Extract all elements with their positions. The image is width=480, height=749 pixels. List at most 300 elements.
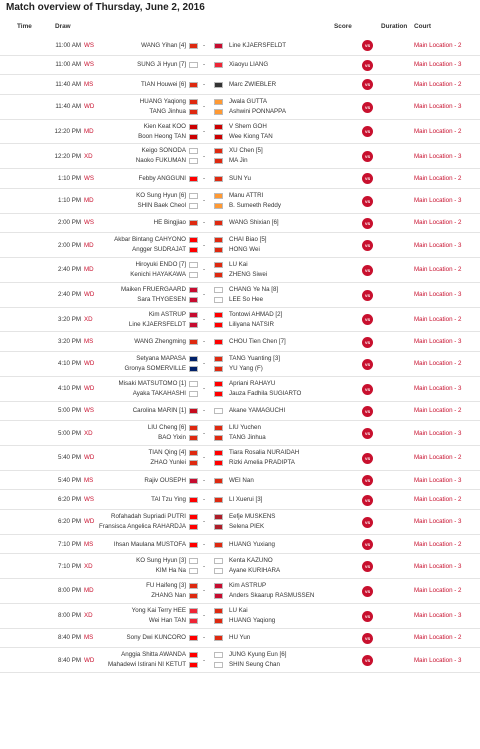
player-right-link[interactable]: CHANG Ye Na [8] [229,285,279,293]
player-left-link[interactable]: FU Haifeng [3] [146,582,186,590]
court-link[interactable]: Main Location - 3 [414,612,462,620]
player-right-link[interactable]: Akane YAMAGUCHI [229,407,286,415]
versus-dash: - [203,562,206,570]
player-left-link[interactable]: Maiken FRUERGAARD [121,285,186,293]
versus-dash: - [203,656,206,664]
player-left-link[interactable]: WANG Yihan [4] [141,41,186,49]
versus-dash: - [203,360,206,368]
court-link[interactable]: Main Location - 3 [414,562,462,570]
match-time: 5:40 PM [57,454,81,462]
court-link[interactable]: Main Location - 3 [414,61,462,69]
flag-icon [214,524,223,530]
player-left-link[interactable]: Boon Heong TAN [138,132,186,140]
player-right-link[interactable]: Kenta KAZUNO [229,557,273,565]
player-right-link[interactable]: CHAI Biao [5] [229,236,267,244]
player-left-link[interactable]: HUANG Yaqiong [139,97,186,105]
flag-icon [189,391,198,397]
court-link[interactable]: Main Location - 3 [414,656,462,664]
player-right-link[interactable]: HUANG Yaqiong [229,616,276,624]
flag-icon [214,176,223,182]
match-row[interactable] [0,554,480,579]
flag-icon [189,237,198,243]
vs-button[interactable]: VS [362,173,373,184]
flag-icon [214,62,223,68]
player-right-link[interactable]: WANG Shixian [6] [229,219,279,227]
flag-icon [189,99,198,105]
vs-button[interactable]: VS [362,126,373,137]
court-link[interactable]: Main Location - 3 [414,241,462,249]
player-left-link[interactable]: KO Sung Hyun [3] [136,557,186,565]
flag-icon [189,62,198,68]
flag-icon [189,247,198,253]
match-row[interactable] [0,579,480,604]
match-time: 11:00 AM [55,41,81,49]
match-row[interactable] [0,169,480,189]
player-left-link[interactable]: WANG Zhengming [134,338,186,346]
versus-dash: - [203,103,206,111]
vs-button[interactable]: VS [362,337,373,348]
player-left-link[interactable]: SUNG Ji Hyun [7] [137,61,186,69]
player-left-link[interactable]: Anggia Shitta AWANDA [121,651,186,659]
versus-dash: - [203,496,206,504]
player-right-link[interactable]: SHIN Seung Chan [229,661,280,669]
match-row[interactable] [0,308,480,333]
player-right-link[interactable]: XU Chen [5] [229,147,263,155]
player-right-link[interactable]: WEI Nan [229,476,254,484]
vs-button[interactable]: VS [362,586,373,597]
match-draw-link[interactable]: MD [84,266,94,274]
vs-button[interactable]: VS [362,196,373,207]
versus-dash: - [203,587,206,595]
player-left-link[interactable]: Rofahadah Supriadi PUTRI [111,512,186,520]
court-link[interactable]: Main Location - 3 [414,291,462,299]
player-right-link[interactable]: HU Yun [229,634,251,642]
court-link[interactable]: Main Location - 2 [414,315,462,323]
flag-icon [189,158,198,164]
vs-button[interactable]: VS [362,79,373,90]
player-right-link[interactable]: Apriani RAHAYU [229,379,276,387]
versus-dash: - [203,540,206,548]
match-draw-link[interactable]: WS [84,61,94,69]
flag-icon [189,652,198,658]
court-link[interactable]: Main Location - 2 [414,266,462,274]
player-left-link[interactable]: Rajiv OUSEPH [144,476,186,484]
flag-icon [189,322,198,328]
match-draw-link[interactable]: XD [84,429,93,437]
match-time: 11:00 AM [55,61,81,69]
versus-dash: - [203,634,206,642]
player-right-link[interactable]: LU Kai [229,260,248,268]
flag-icon [189,593,198,599]
court-link[interactable]: Main Location - 2 [414,219,462,227]
player-right-link[interactable]: Marc ZWIEBLER [229,80,277,88]
court-link[interactable]: Main Location - 2 [414,80,462,88]
court-link[interactable]: Main Location - 3 [414,338,462,346]
match-row[interactable] [0,189,480,214]
flag-icon [189,497,198,503]
vs-button[interactable]: VS [362,102,373,113]
player-left-link[interactable]: Kenichi HAYAKAWA [130,270,186,278]
flag-icon [214,272,223,278]
match-draw-link[interactable]: WS [84,496,94,504]
flag-icon [214,203,223,209]
match-row[interactable] [0,75,480,95]
header-court: Court [414,23,432,30]
court-link[interactable]: Main Location - 3 [414,152,462,160]
flag-icon [214,568,223,574]
versus-dash: - [203,338,206,346]
versus-dash: - [203,152,206,160]
player-right-link[interactable]: Wee Kiong TAN [229,132,273,140]
court-link[interactable]: Main Location - 3 [414,429,462,437]
vs-button[interactable]: VS [362,60,373,71]
court-link[interactable]: Main Location - 2 [414,454,462,462]
flag-icon [189,109,198,115]
match-row[interactable] [0,120,480,145]
player-left-link[interactable]: TIAN Houwei [6] [140,80,186,88]
match-row[interactable] [0,144,480,169]
player-right-link[interactable]: Ashwini PONNAPPA [229,107,286,115]
player-left-link[interactable]: TAI Tzu Ying [151,496,186,504]
player-left-link[interactable]: Kien Keat KOO [143,122,186,130]
player-right-link[interactable]: MA Jin [229,157,248,165]
player-left-link[interactable]: Gronya SOMERVILLE [124,364,186,372]
player-right-link[interactable]: Line KJAERSFELDT [229,41,287,49]
player-left-link[interactable]: Kim ASTRUP [148,310,186,318]
court-link[interactable]: Main Location - 2 [414,540,462,548]
match-draw-link[interactable]: MD [84,197,94,205]
match-row[interactable] [0,402,480,422]
player-left-link[interactable]: Akbar Bintang CAHYONO [114,236,186,244]
player-right-link[interactable]: B. Sumeeth Reddy [229,201,281,209]
match-row[interactable] [0,352,480,377]
flag-icon [214,618,223,624]
player-right-link[interactable]: LIU Yuchen [229,424,261,432]
versus-dash: - [203,219,206,227]
player-left-link[interactable]: Fransisca Angelica RAHARDJA [99,522,186,530]
match-row[interactable] [0,377,480,402]
match-draw-link[interactable]: XD [84,152,93,160]
match-draw-link[interactable]: MD [84,587,94,595]
match-row[interactable] [0,95,480,120]
court-link[interactable]: Main Location - 2 [414,360,462,368]
match-draw-link[interactable]: WD [84,454,95,462]
flag-icon [189,366,198,372]
court-link[interactable]: Main Location - 2 [414,174,462,182]
match-time: 3:20 PM [57,315,81,323]
versus-dash: - [203,80,206,88]
match-draw-link[interactable]: MS [84,338,94,346]
player-left-link[interactable]: LIU Cheng [6] [147,424,186,432]
match-draw-link[interactable]: WD [84,518,95,526]
vs-button[interactable]: VS [362,517,373,528]
player-right-link[interactable]: Rizki Amelia PRADIPTA [229,458,295,466]
match-row[interactable] [0,283,480,308]
match-row[interactable] [0,332,480,352]
versus-dash: - [203,197,206,205]
vs-button[interactable]: VS [362,290,373,301]
player-left-link[interactable]: HE Bingjiao [153,219,186,227]
match-draw-link[interactable]: MS [84,80,94,88]
player-right-link[interactable]: V Shem GOH [229,122,267,130]
flag-icon [214,99,223,105]
match-time: 2:00 PM [57,219,81,227]
versus-dash: - [203,291,206,299]
match-time: 2:40 PM [57,266,81,274]
vs-button[interactable]: VS [362,655,373,666]
court-link[interactable]: Main Location - 2 [414,496,462,504]
flag-icon [189,43,198,49]
versus-dash: - [203,61,206,69]
player-right-link[interactable]: Jwala GUTTA [229,97,268,105]
flag-icon [189,339,198,345]
flag-icon [214,262,223,268]
player-left-link[interactable]: Sony Dwi KUNCORO [126,634,186,642]
match-draw-link[interactable]: XD [84,612,93,620]
vs-button[interactable]: VS [362,495,373,506]
flag-icon [189,583,198,589]
flag-icon [214,450,223,456]
match-row[interactable] [0,258,480,283]
player-right-link[interactable]: YU Yang (F) [229,364,263,372]
player-right-link[interactable]: Selena PIEK [229,522,265,530]
court-link[interactable]: Main Location - 3 [414,103,462,111]
flag-icon [214,662,223,668]
match-time: 2:40 PM [57,291,81,299]
player-left-link[interactable]: Naoko FUKUMAN [135,157,186,165]
flag-icon [214,237,223,243]
vs-button[interactable]: VS [362,633,373,644]
player-right-link[interactable]: Xiaoyu LIANG [229,61,269,69]
player-right-link[interactable]: HONG Wei [229,246,260,254]
match-row[interactable] [0,535,480,555]
court-link[interactable]: Main Location - 3 [414,385,462,393]
vs-button[interactable]: VS [362,611,373,622]
match-draw-link[interactable]: MD [84,241,94,249]
match-time: 1:10 PM [57,197,81,205]
vs-button[interactable]: VS [362,151,373,162]
match-draw-link[interactable]: WD [84,103,95,111]
match-draw-link[interactable]: MS [84,476,94,484]
flag-icon [189,662,198,668]
match-row[interactable] [0,36,480,56]
match-draw-link[interactable]: WS [84,41,94,49]
versus-dash: - [203,266,206,274]
player-right-link[interactable]: Anders Skaarup RASMUSSEN [229,592,315,600]
versus-dash: - [203,315,206,323]
player-right-link[interactable]: LU Kai [229,606,248,614]
flag-icon [189,193,198,199]
vs-button[interactable]: VS [362,40,373,51]
player-left-link[interactable]: BAO Yixin [158,434,186,442]
vs-button[interactable]: VS [362,384,373,395]
player-right-link[interactable]: HUANG Yuxiang [229,540,275,548]
player-right-link[interactable]: Tontowi AHMAD [2] [229,310,283,318]
flag-icon [214,478,223,484]
flag-icon [189,176,198,182]
match-draw-link[interactable]: MS [84,634,94,642]
flag-icon [189,203,198,209]
match-draw-link[interactable]: WS [84,219,94,227]
match-row[interactable] [0,510,480,535]
player-left-link[interactable]: ZHANG Nan [151,592,186,600]
match-row[interactable] [0,446,480,471]
match-list [0,36,480,673]
vs-button[interactable]: VS [362,218,373,229]
match-draw-link[interactable]: MS [84,540,94,548]
versus-dash: - [203,612,206,620]
player-right-link[interactable]: JUNG Kyung Eun [6] [229,651,287,659]
match-row[interactable] [0,648,480,673]
vs-button[interactable]: VS [362,240,373,251]
match-row[interactable] [0,421,480,446]
flag-icon [214,312,223,318]
player-left-link[interactable]: Angger SUDRAJAT [132,246,186,254]
match-time: 11:40 AM [55,80,81,88]
player-left-link[interactable]: Carolina MARIN [1] [132,407,186,415]
flag-icon [189,435,198,441]
vs-button[interactable]: VS [362,475,373,486]
player-left-link[interactable]: Setyana MAPASA [136,354,186,362]
flag-icon [189,514,198,520]
match-time: 1:10 PM [57,174,81,182]
flag-icon [214,435,223,441]
flag-icon [189,542,198,548]
vs-button[interactable]: VS [362,428,373,439]
player-right-link[interactable]: Manu ATTRI [229,191,264,199]
player-right-link[interactable]: LEE So Hee [229,295,264,303]
player-left-link[interactable]: KIM Ha Na [155,567,186,575]
match-time: 12:20 PM [54,127,81,135]
court-link[interactable]: Main Location - 2 [414,127,462,135]
flag-icon [189,450,198,456]
player-right-link[interactable]: Eefje MUSKENS [229,512,276,520]
match-row[interactable] [0,56,480,76]
match-row[interactable] [0,490,480,510]
match-row[interactable] [0,471,480,491]
player-right-link[interactable]: TANG Jinhua [229,434,266,442]
player-left-link[interactable]: Yong Kai Terry HEE [131,606,186,614]
match-draw-link[interactable]: WD [84,291,95,299]
court-link[interactable]: Main Location - 3 [414,518,462,526]
flag-icon [214,366,223,372]
court-link[interactable]: Main Location - 2 [414,407,462,415]
flag-icon [214,635,223,641]
flag-icon [214,425,223,431]
player-left-link[interactable]: Mahadewi Istirani NI KETUT [107,661,186,669]
match-draw-link[interactable]: XD [84,315,93,323]
player-right-link[interactable]: ZHENG Siwei [229,270,268,278]
vs-button[interactable]: VS [362,265,373,276]
match-draw-link[interactable]: XD [84,562,93,570]
vs-button[interactable]: VS [362,453,373,464]
player-right-link[interactable]: Tiara Rosalia NURAIDAH [229,448,300,456]
versus-dash: - [203,174,206,182]
flag-icon [189,220,198,226]
player-left-link[interactable]: Keigo SONODA [141,147,186,155]
match-time: 4:10 PM [57,385,81,393]
player-right-link[interactable]: Liliyana NATSIR [229,320,274,328]
match-time: 8:00 PM [57,587,81,595]
player-left-link[interactable]: Sara THYGESEN [137,295,186,303]
match-row[interactable] [0,604,480,629]
court-link[interactable]: Main Location - 2 [414,41,462,49]
court-link[interactable]: Main Location - 2 [414,634,462,642]
match-time: 12:20 PM [54,152,81,160]
flag-icon [214,542,223,548]
player-right-link[interactable]: Jauza Fadhila SUGIARTO [229,389,302,397]
player-left-link[interactable]: KO Sung Hyun [6] [136,191,186,199]
flag-icon [214,391,223,397]
vs-button[interactable]: VS [362,359,373,370]
versus-dash: - [203,429,206,437]
vs-button[interactable]: VS [362,539,373,550]
player-left-link[interactable]: SHIN Baek Cheol [137,201,186,209]
flag-icon [214,82,223,88]
header-duration: Duration [381,23,408,30]
player-left-link[interactable]: TANG Jinhua [149,107,186,115]
court-link[interactable]: Main Location - 3 [414,197,462,205]
match-draw-link[interactable]: WD [84,385,95,393]
flag-icon [189,618,198,624]
versus-dash: - [203,241,206,249]
player-right-link[interactable]: Ayane KURIHARA [229,567,281,575]
flag-icon [214,583,223,589]
flag-icon [214,356,223,362]
match-row[interactable] [0,629,480,649]
match-row[interactable] [0,214,480,234]
player-right-link[interactable]: SUN Yu [229,174,251,182]
player-left-link[interactable]: Misaki MATSUTOMO [1] [118,379,186,387]
vs-button[interactable]: VS [362,314,373,325]
flag-icon [189,425,198,431]
vs-button[interactable]: VS [362,561,373,572]
player-left-link[interactable]: Ayaka TAKAHASHI [132,389,186,397]
match-time: 5:00 PM [57,407,81,415]
player-left-link[interactable]: TIAN Qing [4] [148,448,186,456]
match-time: 2:00 PM [57,241,81,249]
flag-icon [214,43,223,49]
court-link[interactable]: Main Location - 3 [414,476,462,484]
flag-icon [189,124,198,130]
flag-icon [189,460,198,466]
player-right-link[interactable]: LI Xuerui [3] [229,496,263,504]
player-right-link[interactable]: CHOU Tien Chen [7] [229,338,286,346]
court-link[interactable]: Main Location - 2 [414,587,462,595]
player-left-link[interactable]: Ihsan Maulana MUSTOFA [113,540,186,548]
match-row[interactable] [0,233,480,258]
match-draw-link[interactable]: WS [84,407,94,415]
flag-icon [214,514,223,520]
match-time: 8:00 PM [57,612,81,620]
match-time: 5:40 PM [57,476,81,484]
flag-icon [214,339,223,345]
match-draw-link[interactable]: WS [84,174,94,182]
player-left-link[interactable]: Febby ANGGUNI [138,174,186,182]
player-left-link[interactable]: ZHAO Yunlei [150,458,186,466]
player-left-link[interactable]: Line KJAERSFELDT [128,320,186,328]
player-left-link[interactable]: Hiroyuki ENDO [7] [135,260,186,268]
match-draw-link[interactable]: MD [84,127,94,135]
versus-dash: - [203,407,206,415]
player-right-link[interactable]: Kim ASTRUP [229,582,267,590]
match-draw-link[interactable]: WD [84,656,95,664]
vs-button[interactable]: VS [362,406,373,417]
flag-icon [189,408,198,414]
match-draw-link[interactable]: WD [84,360,95,368]
player-left-link[interactable]: Wei Han TAN [148,616,186,624]
player-right-link[interactable]: TANG Yuanting [3] [229,354,281,362]
